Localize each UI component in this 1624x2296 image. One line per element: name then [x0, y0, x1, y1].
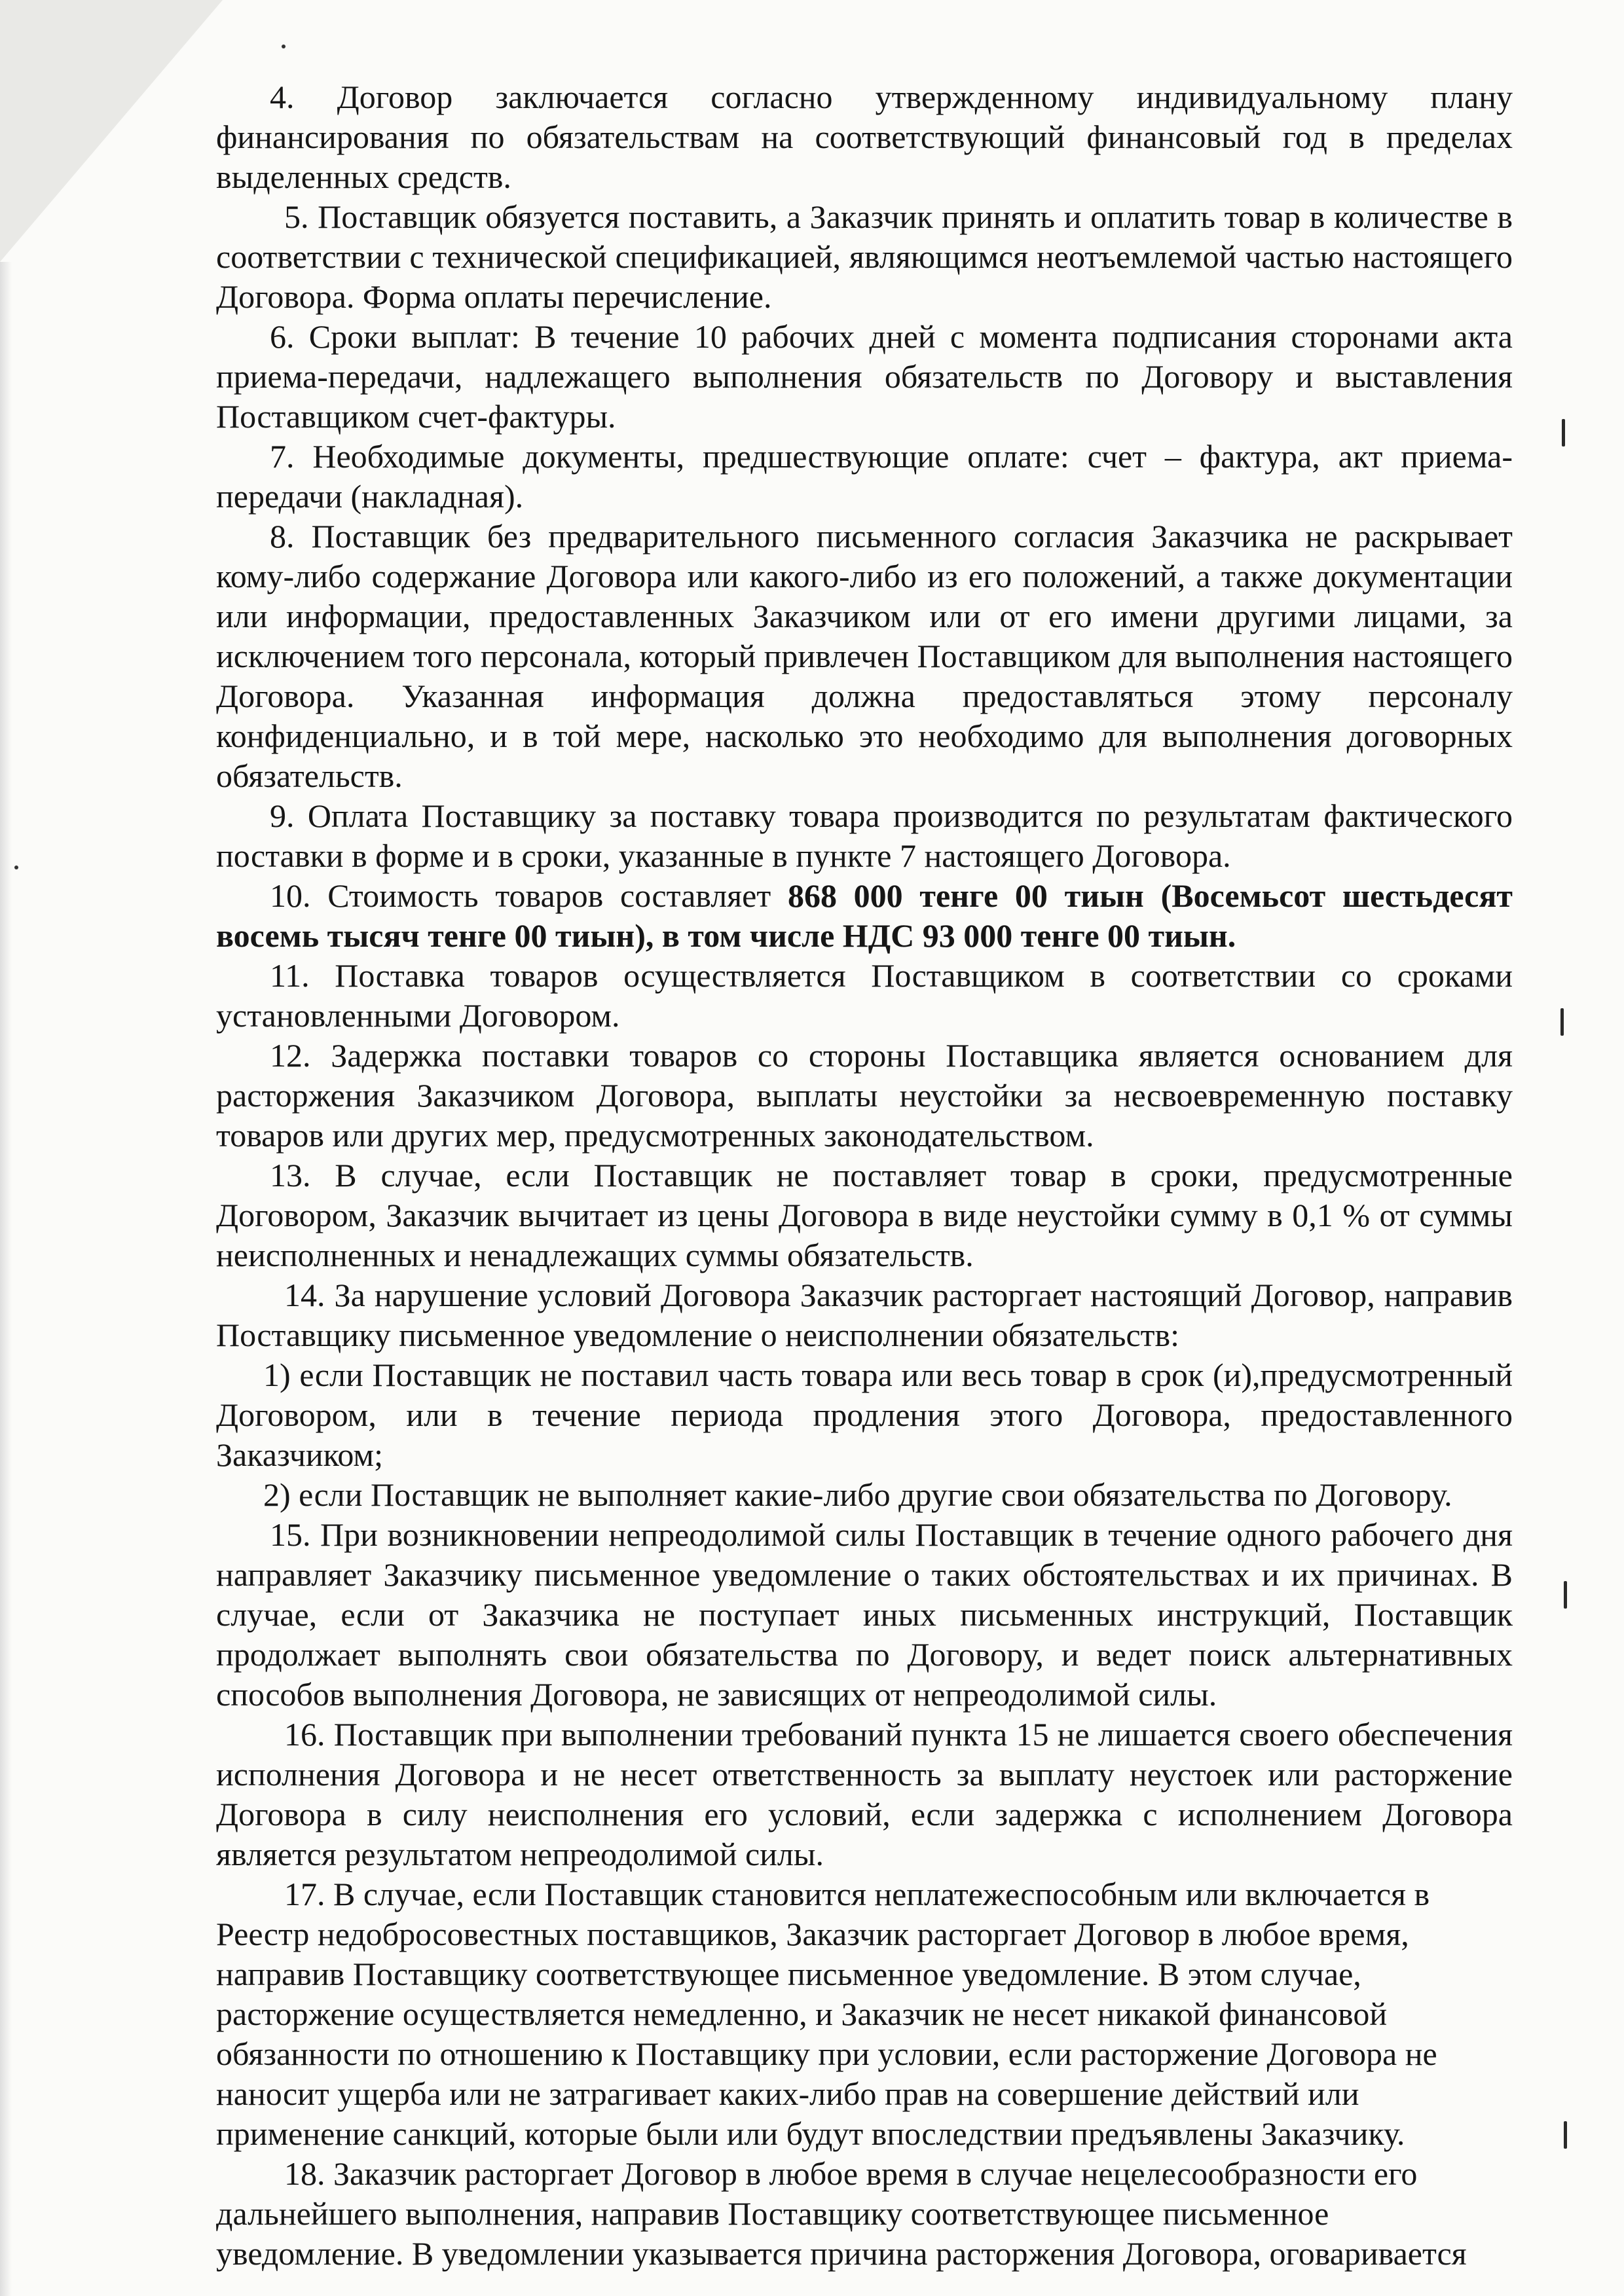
- margin-mark: [1562, 419, 1565, 446]
- clause-11: 11. Поставка товаров осуществляется Поставщиком в соответствии со сроками установленными Договором.: [216, 957, 1513, 1034]
- scan-speck: [282, 45, 286, 48]
- margin-mark: [1564, 1581, 1567, 1609]
- clause-14-item-2: 2) если Поставщик не выполняет какие-либо другие свои обязательства по Договору.: [263, 1476, 1452, 1513]
- clause-17: 17. В случае, если Поставщик становится неплатежеспособным или включается в Реестр недобросовестных поставщиков, Заказчик расторгает Договор в любое время, направив Поставщику соответствующее письменное уведомление. В этом случае, расторжение осуществляется немедленно, и Заказчик не несет никакой финансовой обязанности по отношению к Поставщику при условии, если расторжение Договора не наносит ущерба или не затрагивает каких-либо прав на совершение действий или применение санкций, которые были или будут впоследствии предъявлены Заказчику.: [216, 1876, 1437, 2152]
- scan-edge-shadow: [0, 262, 12, 2296]
- folded-corner: [0, 0, 223, 262]
- contract-text: [216, 77, 1513, 2274]
- clause-14: 14. За нарушение условий Договора Заказчик расторгает настоящий Договор, направив Поставщику письменное уведомление о неисполнении обязательств:: [216, 1277, 1513, 1353]
- clause-14-item-1: 1) если Поставщик не поставил часть товара или весь товар в срок (и),предусмотренный Договором, или в течение периода продления этого Договора, предоставленного Заказчиком;: [216, 1357, 1513, 1473]
- clause-9: 9. Оплата Поставщику за поставку товара производится по результатам фактического поставки в форме и в сроки, указанные в пункте 7 настоящего Договора.: [216, 797, 1513, 874]
- clause-7: 7. Необходимые документы, предшествующие оплате: счет – фактура, акт приема-передачи (накладная).: [216, 438, 1513, 515]
- clause-10-lead: 10. Стоимость товаров составляет: [270, 877, 788, 914]
- clause-8: 8. Поставщик без предварительного письменного согласия Заказчика не раскрывает кому-либо содержание Договора или какого-либо из его положений, а также документации или информации, предоставленных Заказчиком или от его имени другими лицами, за исключением того персонала, который привлечен Поставщиком для выполнения настоящего Договора. Указанная информация должна предоставляться этому персоналу конфиденциально, и в той мере, насколько это необходимо для выполнения договорных обязательств.: [216, 518, 1513, 794]
- clause-4: 4. Договор заключается согласно утвержденному индивидуальному плану финансирования по обязательствам на соответствующий финансовый год в пределах выделенных средств.: [216, 79, 1513, 195]
- margin-mark: [1564, 2121, 1567, 2149]
- clause-13: 13. В случае, если Поставщик не поставляет товар в сроки, предусмотренные Договором, Заказчик вычитает из цены Договора в виде неустойки сумму в 0,1 % от суммы неисполненных и ненадлежащих суммы обязательств.: [216, 1157, 1513, 1273]
- scan-speck: [14, 866, 18, 869]
- clause-10: [216, 876, 1513, 956]
- clause-5: 5. Поставщик обязуется поставить, а Заказчик принять и оплатить товар в количестве в соответствии с технической спецификацией, являющимся неотъемлемой частью настоящего Договора. Форма оплаты перечисление.: [216, 198, 1513, 315]
- contract-amount: 868 000 тенге 00 тиын (Восемьсот шестьдесят восемь тысяч тенге 00 тиын), в том числе НДС 93 000 тенге 00 тиын.: [216, 877, 1513, 954]
- clause-12: 12. Задержка поставки товаров со стороны Поставщика является основанием для расторжения Заказчиком Договора, выплаты неустойки за несвоевременную поставку товаров или других мер, предусмотренных законодательством.: [216, 1037, 1513, 1154]
- margin-mark: [1560, 1008, 1564, 1036]
- clause-15: 15. При возникновении непреодолимой силы Поставщик в течение одного рабочего дня направляет Заказчику письменное уведомление о таких обстоятельствах и их причинах. В случае, если от Заказчика не поступает иных письменных инструкций, Поставщик продолжает выполнять свои обязательства по Договору, и ведет поиск альтернативных способов выполнения Договора, не зависящих от непреодолимой силы.: [216, 1516, 1513, 1713]
- clause-18: 18. Заказчик расторгает Договор в любое время в случае нецелесообразности его дальнейшего выполнения, направив Поставщику соответствующее письменное уведомление. В уведомлении указывается причина расторжения Договора, оговаривается: [216, 2155, 1467, 2272]
- clause-16: 16. Поставщик при выполнении требований пункта 15 не лишается своего обеспечения исполнения Договора и не несет ответственность за выплату неустоек или расторжение Договора в силу неисполнения его условий, если задержка с исполнением Договора является результатом непреодолимой силы.: [216, 1716, 1513, 1872]
- clause-6: 6. Сроки выплат: В течение 10 рабочих дней с момента подписания сторонами акта приема-передачи, надлежащего выполнения обязательств по Договору и выставления Поставщиком счет-фактуры.: [216, 318, 1513, 435]
